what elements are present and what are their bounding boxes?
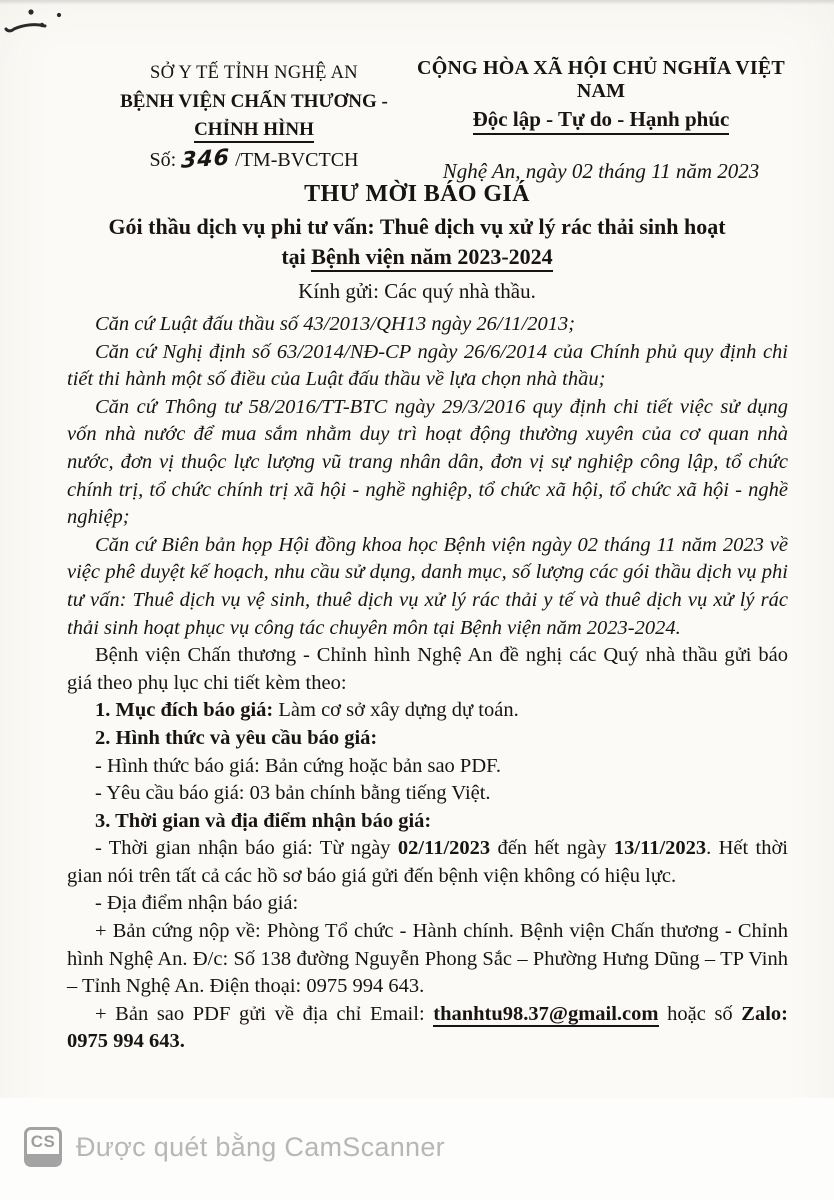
issuer-name-line1: BỆNH VIỆN CHẤN THƯƠNG - [120,91,388,112]
zalo-number: Zalo: 0975 994 643. [67,1002,788,1053]
scan-edge-artifact [0,0,834,5]
section-3-heading: 3. Thời gian và địa điểm nhận báo giá: [95,809,432,832]
national-motto-line2: Độc lập - Tự do - Hạnh phúc [400,107,802,132]
recital-paragraph-1: Căn cứ Luật đấu thầu số 43/2013/QH13 ngày 26/11/2013; [95,313,576,335]
section-1-line: 1. Mục đích báo giá: Làm cơ sở xây dựng dự toán. [95,699,519,722]
bullet-dia-diem: - Địa điểm nhận báo giá: [95,892,299,915]
date-end: 13/11/2023 [613,837,707,860]
email-address: thanhtu98.37@gmail.com [433,1002,659,1025]
camscanner-watermark [24,1126,445,1168]
camscanner-logo-icon: CS [24,1127,62,1167]
national-motto-line1: CỘNG HÒA XÃ HỘI CHỦ NGHĨA VIỆT NAM [417,57,785,102]
issuer-block [118,60,390,174]
issuer-name-line2: CHỈNH HÌNH [118,116,390,143]
bullet-thoi-gian: - Thời gian nhận báo giá: Từ ngày 02/11/2023 đến hết ngày 13/11/2023. Hết thời gian nói trên tất cả các hồ sơ báo giá gửi đến bệnh viện không có hiệu lực. [67,837,788,887]
bullet-hinh-thuc: - Hình thức báo giá: Bản cứng hoặc bản sao PDF. [95,754,502,777]
issuer-parent: SỞ Y TẾ TỈNH NGHỆ AN [150,63,358,83]
ink-mark [2,2,82,42]
national-header-block [400,57,802,184]
subject-block [40,212,794,272]
dateline: Nghệ An, ngày 02 tháng 11 năm 2023 [442,159,760,183]
date-start: 02/11/2023 [397,837,491,860]
subject-line1: Gói thầu dịch vụ phi tư vấn: Thuê dịch vụ xử lý rác thải sinh hoạt [108,214,726,239]
bullet-yeu-cau: - Yêu cầu báo giá: 03 bản chính bằng tiếng Việt. [95,782,491,805]
salutation: Kính gửi: Các quý nhà thầu. [298,279,536,303]
recital-paragraph-2: Căn cứ Nghị định số 63/2014/NĐ-CP ngày 26/6/2014 của Chính phủ quy định chi tiết thi hành một số điều của Luật đấu thầu về lựa chọn nhà thầu; [67,340,788,391]
document-title: THƯ MỜI BÁO GIÁ [304,181,530,207]
handwritten-number: 346 [180,145,231,174]
issuer-number: Số: 346 /TM-BVCTCH [149,145,359,174]
recital-paragraph-3: Căn cứ Thông tư 58/2016/TT-BTC ngày 29/3/2016 quy định chi tiết việc sử dụng vốn nhà nước để mua sắm nhằm duy trì hoạt động thường xuyên của cơ quan nhà nước, đơn vị thuộc lực lượng vũ trang nhân dân, đơn vị sự nghiệp công lập, tổ chức chính trị, tổ chức chính trị xã hội - nghề nghiệp, tổ chức xã hội, tổ chức xã hội - nghề nghiệp; [67,395,788,529]
section-2-heading: 2. Hình thức và yêu cầu báo giá: [95,726,378,749]
intro-paragraph: Bệnh viện Chấn thương - Chỉnh hình Nghệ An đề nghị các Quý nhà thầu gửi báo giá theo phụ lục chi tiết kèm theo: [67,644,788,694]
recital-paragraph-4: Căn cứ Biên bản họp Hội đồng khoa học Bệnh viện ngày 02 tháng 11 năm 2023 về việc phê duyệt kế hoạch, nhu cầu sử dụng, danh mục, số lượng các gói thầu dịch vụ phi tư vấn: Thuê dịch vụ vệ sinh, thuê dịch vụ xử lý rác thải y tế và thuê dịch vụ xử lý rác thải sinh hoạt phục vụ công tác chuyên môn tại Bệnh viện năm 2023-2024. [67,533,788,639]
subject-line2: tại Bệnh viện năm 2023-2024 [40,242,794,272]
camscanner-text: Được quét bằng CamScanner [76,1131,445,1162]
bullet-ban-cung: + Bản cứng nộp về: Phòng Tổ chức - Hành chính. Bệnh viện Chấn thương - Chỉnh hình Nghệ An. Đ/c: Số 138 đường Nguyễn Phong Sắc – Phường Hưng Dũng – TP Vinh – Tỉnh Nghệ An. Điện thoại: 0975 994 643. [67,920,788,998]
document-body [67,311,788,1056]
bullet-ban-sao: + Bản sao PDF gửi về địa chỉ Email: thanhtu98.37@gmail.com hoặc số Zalo: 0975 994 643. [67,1002,788,1053]
